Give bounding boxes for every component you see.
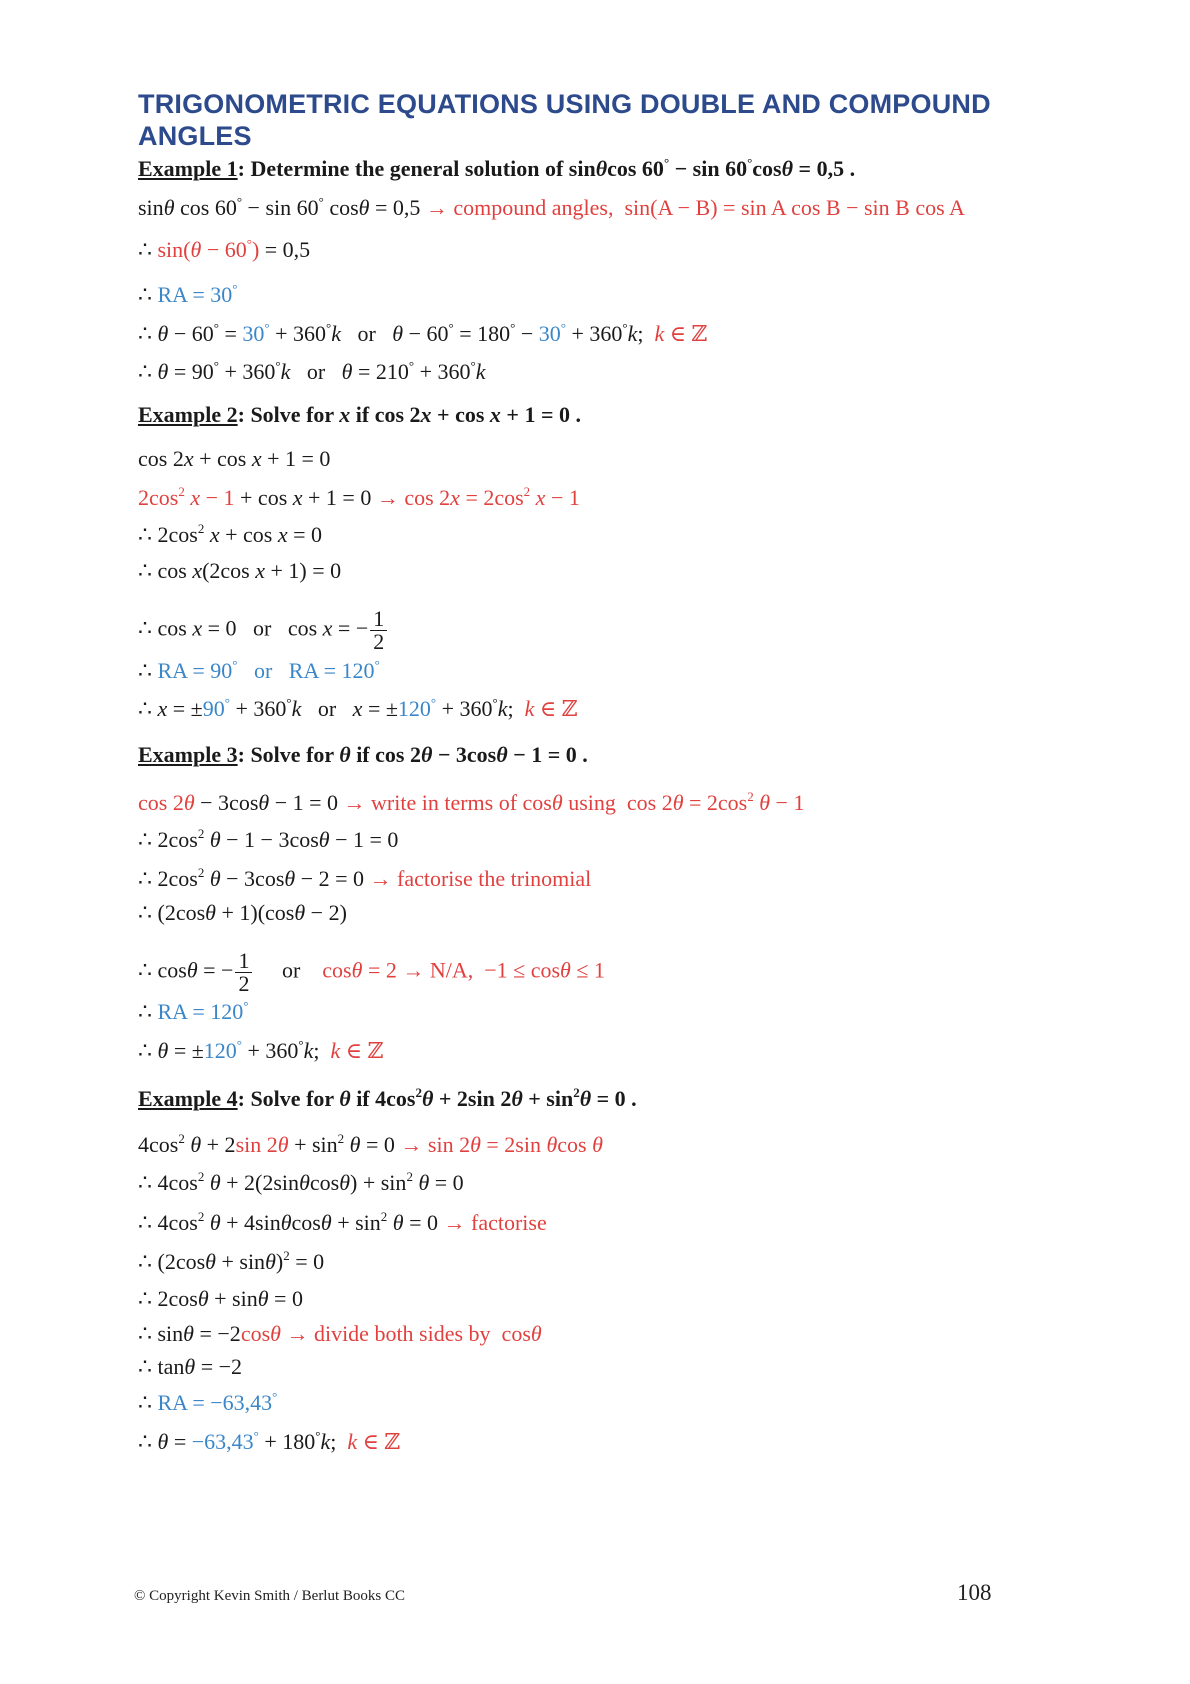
example-4-label: Example 4 [138, 1086, 238, 1111]
example-3-step-6: ∴ RA = 120° [138, 998, 249, 1024]
fraction-one-half: $\frac{1}{2}$ [235, 950, 252, 995]
example-2-step-5: ∴ cos x = 0 or cos x = − $\frac{1}{2}$ [138, 608, 389, 653]
example-2-step-2: $2\cos^2$ $x - 1 + \cos x + 1 = 0 \to \cos 2x = 2\cos^2$ x − 1 [138, 484, 580, 510]
example-2-heading: Example 2: Solve for x if cos 2x + cos x + 1 = 0 . [138, 402, 581, 427]
example-2-step-7: ∴ x = ±90° + 360°k or x = ±120° + 360°k; k ∈ ℤ [138, 695, 578, 721]
example-2-step-4: ∴ cos x(2cos x + 1) = 0 [138, 558, 342, 583]
example-4-step-7: ∴ tanθ = −2 [138, 1354, 243, 1379]
fraction-one-half: $\frac{1}{2}$ [370, 608, 387, 653]
example-1-step-1: sinθ cos 60° − sin 60° cosθ = 0,5 → compound angles, sin(A − B) = sin A cos B − sin B cos A [138, 194, 965, 220]
copyright-notice: © Copyright Kevin Smith / Berlut Books CC [134, 1588, 405, 1604]
example-4-step-9: ∴ θ = −63,43° + 180°k; k ∈ ℤ [138, 1428, 401, 1454]
example-4-step-3: ∴ $4\cos^2$ $\theta + 4\sin\theta\cos\theta + \sin^2 \theta = 0$ → factorise [138, 1209, 547, 1235]
example-4-step-5: ∴ 2cosθ + sinθ = 0 [138, 1286, 303, 1311]
page-title: TRIGONOMETRIC EQUATIONS USING DOUBLE AND COMPOUND ANGLES [138, 89, 991, 151]
example-2-step-6: ∴ RA = 90° or RA = 120° [138, 657, 380, 683]
example-3-label: Example 3 [138, 742, 238, 767]
example-3-step-4: ∴ (2cosθ + 1)(cosθ − 2) [138, 900, 347, 925]
example-4-step-2: ∴ $4\cos^2$ $\theta + 2(2\sin\theta\cos\theta) + \sin^2 \theta = 0$ [138, 1169, 464, 1195]
example-4-step-1: $4\cos^2$ θ + 2sin $2\theta + \sin^2 \theta = 0 \to \sin 2\theta = 2\sin$ θcos θ [138, 1131, 603, 1157]
example-4-step-8: ∴ RA = −63,43° [138, 1389, 278, 1415]
example-2-step-3: ∴ $2\cos^2$ x + cos x = 0 [138, 521, 323, 547]
example-1-label: Example 1 [138, 156, 238, 181]
example-3-heading: Example 3: Solve for θ if cos 2θ − 3cosθ − 1 = 0 . [138, 742, 588, 767]
example-4-heading: Example 4: Solve for θ if $4\cos^2\theta + 2\sin$ $2\theta + \sin^2\theta = 0$ . [138, 1085, 637, 1111]
example-3-step-2: ∴ $2\cos^2$ θ − 1 − 3cosθ − 1 = 0 [138, 826, 399, 852]
example-3-step-7: ∴ θ = ±120° + 360°k; k ∈ ℤ [138, 1037, 384, 1063]
page-number: 108 [957, 1580, 992, 1605]
example-2-step-1: cos 2x + cos x + 1 = 0 [138, 446, 331, 471]
example-4-step-4: ∴ $(2\cos\theta + \sin\theta)^2 = 0$ [138, 1248, 325, 1274]
example-1-step-4: ∴ θ − 60° = 30° + 360°k or θ − 60° = 180° − 30° + 360°k; k ∈ ℤ [138, 320, 708, 346]
example-1-step-2: ∴ sin(θ − 60°) = 0,5 [138, 236, 311, 262]
example-3-step-5: ∴ cosθ = − $\frac{1}{2}$ or cosθ = 2 → N/A, −1 ≤ cosθ ≤ 1 [138, 948, 605, 996]
example-1-step-5: ∴ θ = 90° + 360°k or θ = 210° + 360°k [138, 358, 486, 384]
example-3-step-3: ∴ $2\cos^2$ θ − 3cosθ − 2 = 0 → factorise the trinomial [138, 865, 592, 891]
example-3-step-1: cos 2θ − 3cosθ − 1 = 0 → write in terms of cosθ using $\cos 2\theta = 2\cos^2$ θ − 1 [138, 789, 805, 815]
example-2-label: Example 2 [138, 402, 238, 427]
example-4-step-6: ∴ sinθ = −2cosθ → divide both sides by cosθ [138, 1321, 542, 1346]
example-1-heading: Example 1: Determine the general solution of sinθcos 60° − sin 60°cosθ = 0,5 . [138, 155, 856, 181]
example-1-step-3: ∴ RA = 30° [138, 281, 238, 307]
